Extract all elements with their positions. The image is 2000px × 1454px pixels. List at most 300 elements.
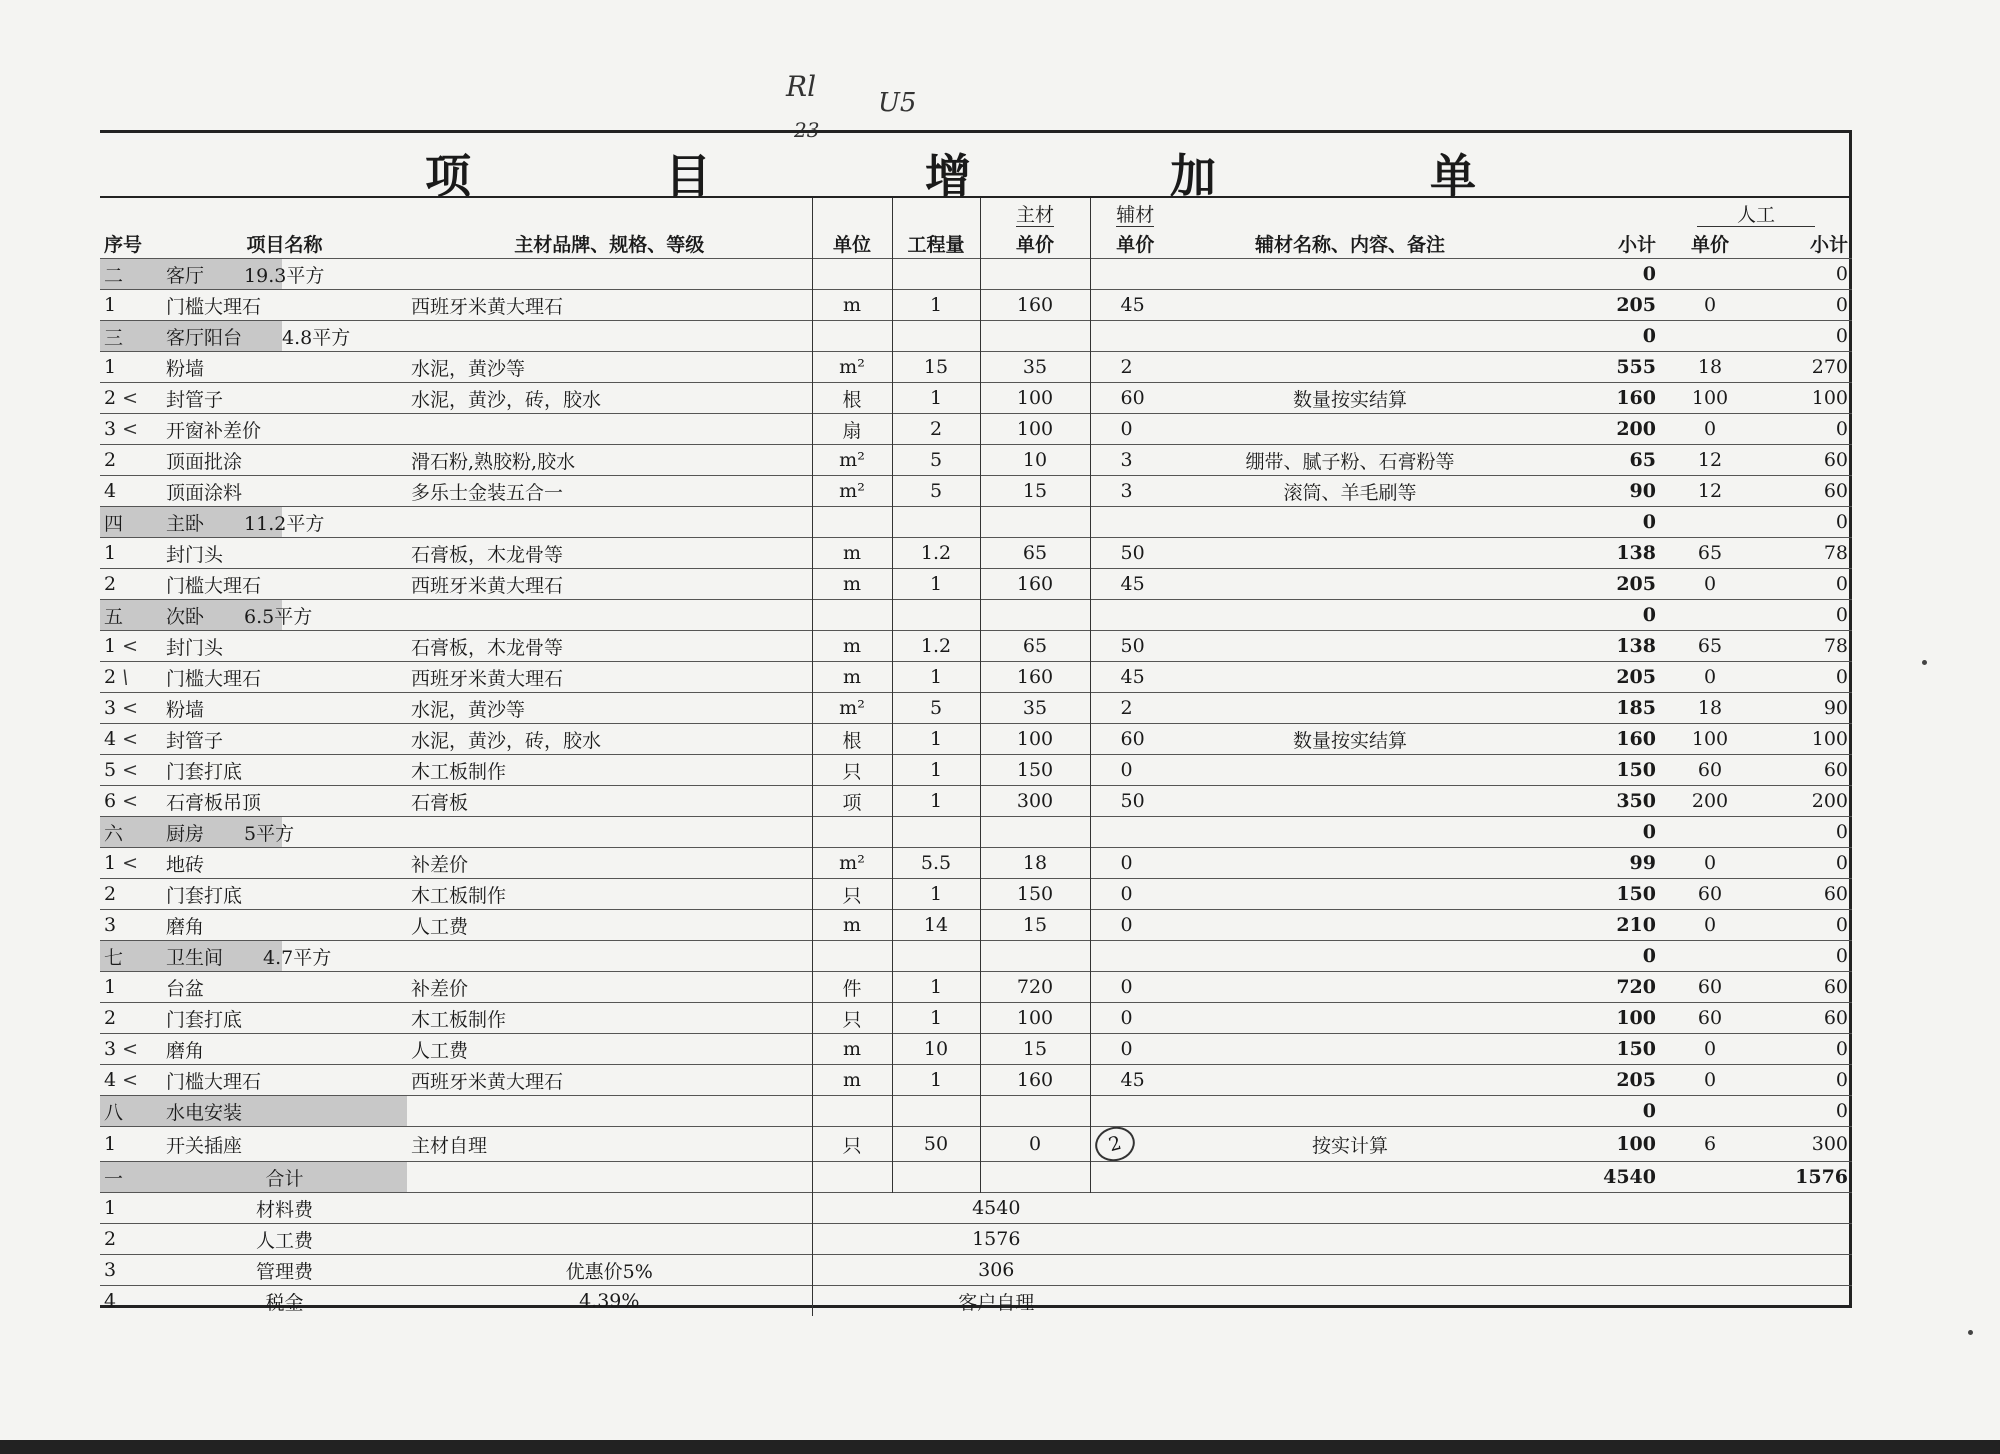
item-unit: m — [812, 662, 892, 693]
labor-price-cell — [1660, 259, 1760, 290]
item-qty: 1 — [892, 290, 980, 321]
item-brand: 人工费 — [407, 910, 812, 941]
summary-row — [100, 1193, 1852, 1224]
item-labor-price: 65 — [1660, 538, 1760, 569]
item-aux-price: 45 — [1090, 1065, 1180, 1096]
item-qty: 14 — [892, 910, 980, 941]
item-labor-subtotal: 0 — [1760, 1034, 1852, 1065]
page-title — [100, 132, 1852, 203]
summary-note — [407, 1193, 812, 1224]
summary-spacer — [1180, 1193, 1852, 1224]
title-char: 加 — [1170, 149, 1216, 203]
handwritten-note: 23 — [794, 118, 820, 142]
item-aux-desc: 绷带、腻子粉、石膏粉等 — [1180, 445, 1520, 476]
labor-group-label: 人工 — [1697, 204, 1815, 227]
qty-cell — [892, 507, 980, 538]
total-label: 合计 — [162, 1162, 407, 1193]
item-qty: 1 — [892, 1065, 980, 1096]
item-name: 门槛大理石 — [162, 290, 407, 321]
item-unit: 只 — [812, 1127, 892, 1162]
item-aux-price: 0 — [1090, 1034, 1180, 1065]
subtotal-cell: 0 — [1520, 259, 1660, 290]
unit-cell — [812, 321, 892, 352]
summary-note — [407, 1224, 812, 1255]
item-brand: 水泥，黄沙等 — [407, 352, 812, 383]
item-aux-price: 45 — [1090, 662, 1180, 693]
item-row — [100, 724, 1852, 755]
item-name: 粉墙 — [162, 352, 407, 383]
item-unit: m² — [812, 476, 892, 507]
item-number — [100, 445, 162, 476]
section-number: 八 — [100, 1096, 162, 1127]
item-subtotal: 100 — [1520, 1127, 1660, 1162]
item-number-text: 2 — [104, 1007, 117, 1029]
item-qty: 2 — [892, 414, 980, 445]
item-number-text: 3 — [104, 914, 117, 936]
item-unit: m — [812, 569, 892, 600]
brand-cell — [407, 941, 812, 972]
item-number-text: 3 — [104, 418, 117, 440]
item-number — [100, 1003, 162, 1034]
section-title: 厨房 — [166, 822, 205, 845]
item-number — [100, 1127, 162, 1162]
aux-price-cell — [1090, 941, 1180, 972]
item-subtotal: 90 — [1520, 476, 1660, 507]
check-mark: < — [122, 759, 139, 781]
item-aux-desc — [1180, 631, 1520, 662]
item-labor-subtotal: 78 — [1760, 538, 1852, 569]
labor-subtotal-cell: 0 — [1760, 1096, 1852, 1127]
item-brand: 木工板制作 — [407, 1003, 812, 1034]
item-main-price: 0 — [980, 1127, 1090, 1162]
summary-value: 306 — [812, 1255, 1180, 1286]
item-qty: 1 — [892, 1003, 980, 1034]
item-unit: 件 — [812, 972, 892, 1003]
item-number — [100, 538, 162, 569]
item-subtotal: 160 — [1520, 724, 1660, 755]
item-name: 顶面涂料 — [162, 476, 407, 507]
item-aux-desc — [1180, 352, 1520, 383]
summary-spacer — [1180, 1255, 1852, 1286]
check-mark: < — [122, 852, 139, 874]
item-labor-price: 65 — [1660, 631, 1760, 662]
item-brand: 水泥，黄沙，砖，胶水 — [407, 724, 812, 755]
section-name — [162, 941, 407, 972]
item-qty: 15 — [892, 352, 980, 383]
item-main-price: 35 — [980, 693, 1090, 724]
item-name: 地砖 — [162, 848, 407, 879]
header-group-row — [100, 198, 1852, 228]
item-labor-price: 0 — [1660, 848, 1760, 879]
check-mark: < — [122, 1038, 139, 1060]
item-aux-price: 0 — [1090, 910, 1180, 941]
item-name: 封门头 — [162, 631, 407, 662]
item-number-text: 2 — [104, 387, 117, 409]
summary-number: 4 — [100, 1286, 162, 1317]
item-labor-price: 0 — [1660, 1034, 1760, 1065]
item-name: 门槛大理石 — [162, 569, 407, 600]
item-aux-price: 45 — [1090, 290, 1180, 321]
item-number — [100, 569, 162, 600]
brand-cell — [407, 817, 812, 848]
title-char: 增 — [925, 149, 971, 203]
section-number: 三 — [100, 321, 162, 352]
item-main-price: 15 — [980, 1034, 1090, 1065]
summary-label: 材料费 — [162, 1193, 407, 1224]
section-name — [162, 507, 407, 538]
aux-desc-cell — [1180, 321, 1520, 352]
section-title: 客厅 — [166, 264, 205, 287]
item-number — [100, 1065, 162, 1096]
item-brand: 主材自理 — [407, 1127, 812, 1162]
item-brand: 石膏板，木龙骨等 — [407, 538, 812, 569]
title-char: 项 — [425, 149, 471, 203]
item-name: 粉墙 — [162, 693, 407, 724]
item-subtotal: 205 — [1520, 662, 1660, 693]
item-aux-price: 0 — [1090, 972, 1180, 1003]
item-number — [100, 693, 162, 724]
item-labor-price: 18 — [1660, 693, 1760, 724]
handwritten-note: Rl — [786, 70, 817, 103]
item-qty: 10 — [892, 1034, 980, 1065]
check-mark: < — [122, 1069, 139, 1091]
item-main-price: 100 — [980, 414, 1090, 445]
item-labor-subtotal: 0 — [1760, 848, 1852, 879]
brand-cell — [407, 600, 812, 631]
section-area: 4.7平方 — [263, 946, 332, 969]
aux-desc-cell — [1180, 1096, 1520, 1127]
item-main-price: 10 — [980, 445, 1090, 476]
item-subtotal: 100 — [1520, 1003, 1660, 1034]
item-name: 门套打底 — [162, 755, 407, 786]
item-brand: 石膏板，木龙骨等 — [407, 631, 812, 662]
item-name: 门套打底 — [162, 1003, 407, 1034]
item-aux-price: 60 — [1090, 724, 1180, 755]
item-aux-desc — [1180, 910, 1520, 941]
subtotal-cell: 0 — [1520, 507, 1660, 538]
quote-table — [100, 198, 1852, 1316]
main-price-cell — [980, 507, 1090, 538]
item-aux-desc: 数量按实结算 — [1180, 383, 1520, 414]
item-labor-price: 0 — [1660, 414, 1760, 445]
item-labor-subtotal: 60 — [1760, 1003, 1852, 1034]
subtotal-cell: 0 — [1520, 600, 1660, 631]
item-brand: 西班牙米黄大理石 — [407, 569, 812, 600]
section-title: 次卧 — [166, 605, 205, 628]
total-desc — [1180, 1162, 1520, 1193]
item-aux-desc — [1180, 755, 1520, 786]
item-unit: 只 — [812, 1003, 892, 1034]
item-unit: 项 — [812, 786, 892, 817]
section-row — [100, 507, 1852, 538]
item-aux-price: 2 — [1090, 693, 1180, 724]
check-mark: < — [122, 635, 139, 657]
item-aux-price: 0 — [1090, 755, 1180, 786]
labor-price-cell — [1660, 321, 1760, 352]
subtotal-cell: 0 — [1520, 321, 1660, 352]
item-number-text: 6 — [104, 790, 117, 812]
total-row — [100, 1162, 1852, 1193]
header-row — [100, 228, 1852, 259]
aux-desc-cell — [1180, 259, 1520, 290]
summary-label: 管理费 — [162, 1255, 407, 1286]
item-subtotal: 65 — [1520, 445, 1660, 476]
item-labor-subtotal: 60 — [1760, 755, 1852, 786]
section-area: 5平方 — [244, 822, 295, 845]
item-aux-desc — [1180, 290, 1520, 321]
item-main-price: 160 — [980, 290, 1090, 321]
item-number-text: 4 — [104, 1069, 117, 1091]
item-labor-subtotal: 60 — [1760, 445, 1852, 476]
brand-cell — [407, 259, 812, 290]
item-number-text: 1 — [104, 542, 117, 564]
item-aux-desc — [1180, 1065, 1520, 1096]
item-aux-price: 3 — [1090, 476, 1180, 507]
item-brand: 西班牙米黄大理石 — [407, 1065, 812, 1096]
col-labor-price-header: 单价 — [1690, 233, 1729, 256]
item-labor-price: 100 — [1660, 724, 1760, 755]
item-number — [100, 848, 162, 879]
item-number — [100, 879, 162, 910]
item-number — [100, 631, 162, 662]
item-subtotal: 720 — [1520, 972, 1660, 1003]
summary-note: 4.39% — [407, 1286, 812, 1317]
item-row — [100, 569, 1852, 600]
item-qty: 1 — [892, 786, 980, 817]
qty-cell — [892, 817, 980, 848]
item-brand: 人工费 — [407, 1034, 812, 1065]
item-aux-price — [1090, 1127, 1180, 1162]
item-unit: m — [812, 1034, 892, 1065]
col-no-header: 序号 — [104, 233, 143, 256]
item-number — [100, 786, 162, 817]
brand-cell — [407, 1096, 812, 1127]
item-row — [100, 631, 1852, 662]
item-subtotal: 185 — [1520, 693, 1660, 724]
item-row — [100, 476, 1852, 507]
summary-number: 2 — [100, 1224, 162, 1255]
section-title: 卫生间 — [166, 946, 224, 969]
item-labor-price: 100 — [1660, 383, 1760, 414]
item-main-price: 100 — [980, 383, 1090, 414]
item-brand: 滑石粉,熟胶粉,胶水 — [407, 445, 812, 476]
item-unit: m — [812, 290, 892, 321]
main-price-cell — [980, 259, 1090, 290]
item-aux-price: 0 — [1090, 848, 1180, 879]
item-unit: 只 — [812, 755, 892, 786]
scan-edge — [0, 1440, 2000, 1454]
item-labor-subtotal: 0 — [1760, 414, 1852, 445]
item-main-price: 300 — [980, 786, 1090, 817]
item-name: 门槛大理石 — [162, 662, 407, 693]
summary-label: 税金 — [162, 1286, 407, 1317]
item-subtotal: 150 — [1520, 1034, 1660, 1065]
item-number-text: 3 — [104, 697, 117, 719]
item-aux-desc — [1180, 569, 1520, 600]
item-labor-price: 60 — [1660, 755, 1760, 786]
main-material-group-label: 主材 — [1015, 203, 1054, 226]
item-brand: 木工板制作 — [407, 755, 812, 786]
item-labor-subtotal: 300 — [1760, 1127, 1852, 1162]
item-subtotal: 138 — [1520, 538, 1660, 569]
item-aux-price: 50 — [1090, 538, 1180, 569]
item-row — [100, 786, 1852, 817]
item-subtotal: 150 — [1520, 755, 1660, 786]
item-number-text: 5 — [104, 759, 117, 781]
col-subtotal-header: 小计 — [1617, 233, 1656, 256]
item-number — [100, 352, 162, 383]
item-number — [100, 724, 162, 755]
item-aux-desc — [1180, 1034, 1520, 1065]
item-name: 门槛大理石 — [162, 1065, 407, 1096]
section-row — [100, 321, 1852, 352]
item-qty: 5 — [892, 445, 980, 476]
item-number-text: 1 — [104, 294, 117, 316]
brand-cell — [407, 321, 812, 352]
handwritten-note: U5 — [878, 88, 917, 118]
total-unit — [812, 1162, 892, 1193]
check-mark: \ — [122, 666, 129, 688]
item-number — [100, 910, 162, 941]
section-title: 客厅阳台 — [166, 326, 243, 349]
item-qty: 1 — [892, 755, 980, 786]
item-unit: m — [812, 538, 892, 569]
col-unit-header: 单位 — [812, 228, 892, 259]
item-labor-subtotal: 200 — [1760, 786, 1852, 817]
aux-desc-cell — [1180, 941, 1520, 972]
unit-cell — [812, 1096, 892, 1127]
section-area: 19.3平方 — [244, 264, 325, 287]
section-name — [162, 321, 407, 352]
item-subtotal: 350 — [1520, 786, 1660, 817]
item-qty: 1 — [892, 569, 980, 600]
item-labor-price: 0 — [1660, 290, 1760, 321]
col-name-header: 项目名称 — [246, 233, 323, 256]
item-row — [100, 1003, 1852, 1034]
item-subtotal: 160 — [1520, 383, 1660, 414]
item-brand: 补差价 — [407, 972, 812, 1003]
item-unit: m² — [812, 693, 892, 724]
item-brand — [407, 414, 812, 445]
item-main-price: 160 — [980, 1065, 1090, 1096]
item-subtotal: 150 — [1520, 879, 1660, 910]
item-labor-subtotal: 100 — [1760, 724, 1852, 755]
col-aux-desc-header: 辅材名称、内容、备注 — [1254, 233, 1445, 256]
section-area: 4.8平方 — [282, 326, 351, 349]
item-number-text: 2 — [104, 666, 117, 688]
item-unit: m² — [812, 848, 892, 879]
unit-cell — [812, 600, 892, 631]
labor-price-cell — [1660, 600, 1760, 631]
title-char: 目 — [665, 149, 711, 203]
aux-price-cell — [1090, 259, 1180, 290]
item-aux-desc — [1180, 1003, 1520, 1034]
section-number: 七 — [100, 941, 162, 972]
item-aux-price: 60 — [1090, 383, 1180, 414]
qty-cell — [892, 259, 980, 290]
aux-price-cell — [1090, 321, 1180, 352]
item-row — [100, 879, 1852, 910]
item-qty: 5.5 — [892, 848, 980, 879]
summary-number: 3 — [100, 1255, 162, 1286]
item-aux-price: 0 — [1090, 1003, 1180, 1034]
summary-label: 人工费 — [162, 1224, 407, 1255]
item-name: 磨角 — [162, 1034, 407, 1065]
aux-desc-cell — [1180, 507, 1520, 538]
item-brand: 木工板制作 — [407, 879, 812, 910]
scan-speck — [1968, 1330, 1973, 1335]
total-labor-subtotal: 1576 — [1760, 1162, 1852, 1193]
item-number-text: 3 — [104, 1038, 117, 1060]
qty-cell — [892, 941, 980, 972]
item-qty: 5 — [892, 476, 980, 507]
item-qty: 50 — [892, 1127, 980, 1162]
labor-price-cell — [1660, 1096, 1760, 1127]
qty-cell — [892, 1096, 980, 1127]
item-brand: 补差价 — [407, 848, 812, 879]
item-row — [100, 445, 1852, 476]
item-row — [100, 352, 1852, 383]
col-labor-subtotal-header: 小计 — [1810, 233, 1849, 256]
item-row — [100, 972, 1852, 1003]
item-number-text: 2 — [104, 573, 117, 595]
item-main-price: 18 — [980, 848, 1090, 879]
item-labor-subtotal: 0 — [1760, 1065, 1852, 1096]
item-number-text: 1 — [104, 976, 117, 998]
item-brand: 水泥，黄沙等 — [407, 693, 812, 724]
labor-subtotal-cell: 0 — [1760, 321, 1852, 352]
labor-price-cell — [1660, 817, 1760, 848]
item-aux-desc — [1180, 786, 1520, 817]
item-labor-subtotal: 90 — [1760, 693, 1852, 724]
item-row — [100, 1127, 1852, 1162]
total-aux — [1090, 1162, 1180, 1193]
item-unit: 只 — [812, 879, 892, 910]
item-labor-price: 200 — [1660, 786, 1760, 817]
item-qty: 1.2 — [892, 538, 980, 569]
item-labor-subtotal: 270 — [1760, 352, 1852, 383]
item-number-text: 4 — [104, 480, 117, 502]
total-subtotal: 4540 — [1520, 1162, 1660, 1193]
item-labor-price: 60 — [1660, 1003, 1760, 1034]
item-number — [100, 476, 162, 507]
item-qty: 1 — [892, 383, 980, 414]
item-row — [100, 383, 1852, 414]
item-brand: 西班牙米黄大理石 — [407, 662, 812, 693]
item-qty: 5 — [892, 693, 980, 724]
item-aux-price: 2 — [1090, 352, 1180, 383]
section-row — [100, 817, 1852, 848]
labor-subtotal-cell: 0 — [1760, 941, 1852, 972]
main-price-cell — [980, 600, 1090, 631]
item-labor-price: 12 — [1660, 476, 1760, 507]
item-number-text: 1 — [104, 356, 117, 378]
item-number-text: 2 — [104, 449, 117, 471]
item-row — [100, 1065, 1852, 1096]
item-name: 封管子 — [162, 724, 407, 755]
item-qty: 1 — [892, 662, 980, 693]
item-subtotal: 200 — [1520, 414, 1660, 445]
check-mark: < — [122, 728, 139, 750]
item-name: 石膏板吊顶 — [162, 786, 407, 817]
unit-cell — [812, 817, 892, 848]
item-qty: 1.2 — [892, 631, 980, 662]
aux-desc-cell — [1180, 817, 1520, 848]
labor-price-cell — [1660, 941, 1760, 972]
qty-cell — [892, 321, 980, 352]
title-char: 单 — [1430, 149, 1476, 203]
col-aux-price-header: 单价 — [1090, 228, 1180, 259]
